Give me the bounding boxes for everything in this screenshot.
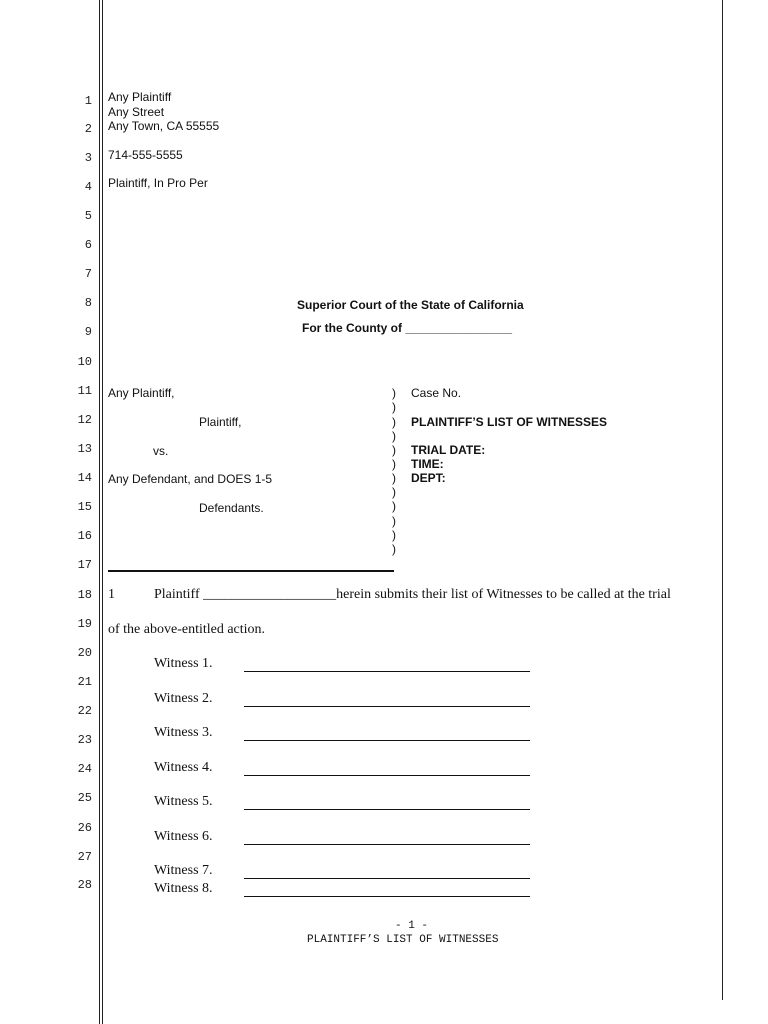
line-number: 25 [77,791,92,805]
caption-paren: ) [392,499,396,513]
witness-label: Witness 3. [154,725,213,740]
witness-label: Witness 2. [154,691,213,706]
paragraph-number: 1 [108,587,115,602]
line-number: 12 [77,413,92,427]
party-city: Any Town, CA 55555 [108,119,220,133]
line-number: 16 [77,529,92,543]
witness-label: Witness 5. [154,794,213,809]
dept-label: DEPT: [411,471,446,485]
caption-vs: vs. [153,444,169,458]
witness-blank-line [244,896,530,897]
caption-paren: ) [392,542,396,556]
court-title: Superior Court of the State of California [297,298,524,312]
caption-paren: ) [392,429,396,443]
line-number: 14 [77,471,92,485]
footer-page-number: - 1 - [395,920,429,932]
caption-defendant-role: Defendants. [199,501,264,515]
paragraph-line-1: Plaintiff ___________________herein submits their list of Witnesses to be called at the trial [154,587,671,602]
line-number: 11 [77,384,92,398]
document-title: PLAINTIFF’S LIST OF WITNESSES [411,415,608,429]
line-number: 19 [77,617,92,631]
line-number: 9 [84,325,92,339]
line-number: 17 [77,558,92,572]
caption-paren: ) [392,415,396,429]
caption-paren: ) [392,443,396,457]
caption-plaintiff: Any Plaintiff, [108,386,175,400]
caption-paren: ) [392,457,396,471]
line-number: 3 [84,151,92,165]
line-number: 18 [77,588,92,602]
line-number: 2 [84,122,92,136]
left-margin-line-outer [99,0,100,1024]
party-phone: 714-555-5555 [108,148,183,162]
witness-label: Witness 7. [154,863,213,878]
witness-blank-line [244,775,530,776]
witness-blank-line [244,844,530,845]
line-number: 7 [84,267,92,281]
caption-paren: ) [392,400,396,414]
witness-blank-line [244,740,530,741]
caption-divider [108,570,394,572]
caption-paren: ) [392,514,396,528]
line-number: 1 [84,94,92,108]
line-number: 26 [77,821,92,835]
witness-blank-line [244,809,530,810]
line-number: 20 [77,646,92,660]
line-number: 24 [77,762,92,776]
caption-defendant: Any Defendant, and DOES 1-5 [108,472,273,486]
line-number: 6 [84,238,92,252]
witness-label: Witness 6. [154,829,213,844]
paragraph-line-2: of the above-entitled action. [108,622,266,637]
trial-date-label: TRIAL DATE: [411,443,486,457]
witness-blank-line [244,671,530,672]
witness-label: Witness 8. [154,881,213,896]
witness-blank-line [244,706,530,707]
party-street: Any Street [108,105,165,119]
case-number-label: Case No. [411,386,462,400]
caption-paren: ) [392,386,396,400]
time-label: TIME: [411,457,444,471]
line-number: 10 [77,355,92,369]
line-number: 8 [84,296,92,310]
line-number: 4 [84,180,92,194]
witness-label: Witness 1. [154,656,213,671]
left-margin-line-inner [102,0,103,1024]
caption-paren: ) [392,471,396,485]
party-name: Any Plaintiff [108,90,172,104]
line-number: 28 [77,878,92,892]
caption-paren: ) [392,528,396,542]
witness-blank-line [244,878,530,879]
line-number: 23 [77,733,92,747]
witness-label: Witness 4. [154,760,213,775]
line-number: 15 [77,500,92,514]
line-number: 22 [77,704,92,718]
court-county: For the County of ________________ [302,321,513,335]
party-role: Plaintiff, In Pro Per [108,176,208,190]
footer-title: PLAINTIFF’S LIST OF WITNESSES [307,934,499,946]
caption-paren: ) [392,485,396,499]
line-number: 5 [84,209,92,223]
line-number: 21 [77,675,92,689]
right-margin-line [722,0,723,1000]
line-number: 27 [77,850,92,864]
caption-plaintiff-role: Plaintiff, [199,415,242,429]
line-number: 13 [77,442,92,456]
